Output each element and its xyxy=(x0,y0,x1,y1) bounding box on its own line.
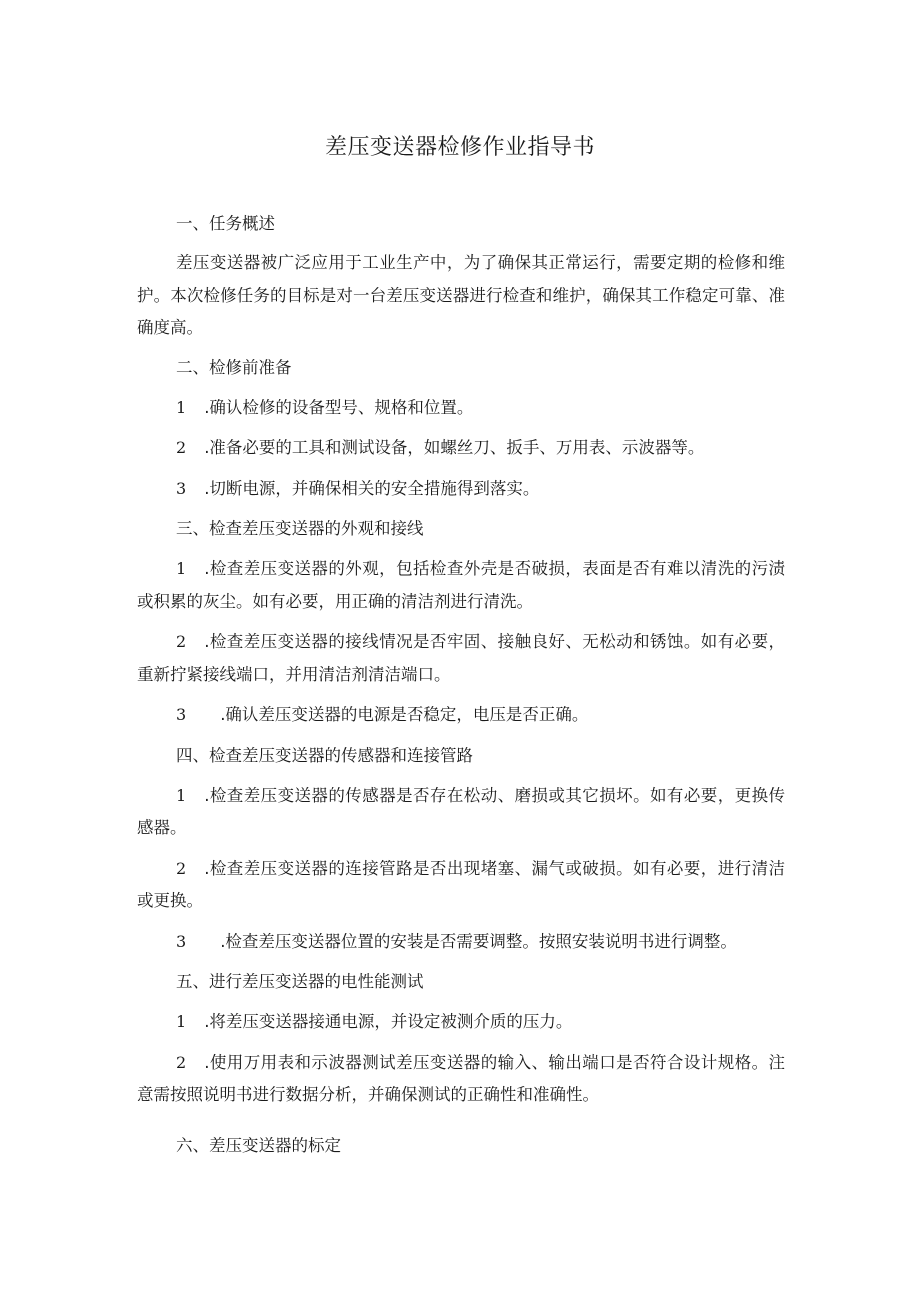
list-item xyxy=(137,699,785,732)
item-text: .检查差压变送器的接线情况是否牢固、接触良好、无松动和锈蚀。如有必要，重新拧紧接线端口，并用清洁剂清洁端口。 xyxy=(137,632,785,684)
list-item xyxy=(137,473,785,506)
item-text: .检查差压变送器的外观，包括检查外壳是否破损，表面是否有难以清洗的污渍或积累的灰尘。如有必要，用正确的清洁剂进行清洗。 xyxy=(137,559,785,611)
list-item xyxy=(137,853,785,918)
item-number: 3 xyxy=(176,931,187,951)
section-heading: 二、检修前准备 xyxy=(176,357,292,377)
list-item xyxy=(137,392,785,425)
list-item xyxy=(137,553,785,618)
item-text: .确认差压变送器的电源是否稳定，电压是否正确。 xyxy=(220,705,589,724)
item-number: 2 xyxy=(176,858,187,878)
item-text: .检查差压变送器的连接管路是否出现堵塞、漏气或破损。如有必要，进行清洁或更换。 xyxy=(137,858,785,910)
list-item xyxy=(137,1047,785,1112)
section-heading: 五、进行差压变送器的电性能测试 xyxy=(176,972,424,991)
item-number: 1 xyxy=(176,1012,187,1031)
item-number: 1 xyxy=(176,785,187,805)
list-item xyxy=(137,780,785,845)
item-number: 3 xyxy=(176,478,187,498)
item-number: 1 xyxy=(176,559,187,578)
section-heading: 三、检查差压变送器的外观和接线 xyxy=(176,519,424,538)
list-item xyxy=(137,626,785,691)
list-item xyxy=(137,1006,785,1039)
section-heading: 一、任务概述 xyxy=(176,214,275,233)
list-item xyxy=(137,432,785,465)
item-text: .切断电源，并确保相关的安全措施得到落实。 xyxy=(204,478,540,498)
item-text: .准备必要的工具和测试设备，如螺丝刀、扳手、万用表、示波器等。 xyxy=(204,438,705,457)
item-text: .检查差压变送器位置的安装是否需要调整。按照安装说明书进行调整。 xyxy=(220,931,737,951)
item-text: .确认检修的设备型号、规格和位置。 xyxy=(204,397,474,417)
item-number: 1 xyxy=(176,397,187,417)
item-text: .使用万用表和示波器测试差压变送器的输入、输出端口是否符合设计规格。注意需按照说明书进行数据分析，并确保测试的正确性和准确性。 xyxy=(137,1052,785,1104)
paragraph: 差压变送器被广泛应用于工业生产中，为了确保其正常运行，需要定期的检修和维护。本次检修任务的目标是对一台差压变送器进行检查和维护，确保其工作稳定可靠、准确度高。 xyxy=(137,253,785,337)
item-number: 2 xyxy=(176,632,187,651)
section-heading: 六、差压变送器的标定 xyxy=(176,1135,341,1155)
list-item xyxy=(137,926,785,959)
document-body xyxy=(137,208,785,1162)
document-title: 差压变送器检修作业指导书 xyxy=(324,135,595,160)
item-text: .将差压变送器接通电源，并设定被测介质的压力。 xyxy=(204,1012,573,1031)
section-heading: 四、检查差压变送器的传感器和连接管路 xyxy=(176,745,473,765)
item-number: 2 xyxy=(176,438,187,457)
item-text: .检查差压变送器的传感器是否存在松动、磨损或其它损坏。如有必要，更换传感器。 xyxy=(137,785,785,837)
item-number: 2 xyxy=(176,1052,187,1072)
item-number: 3 xyxy=(176,705,187,724)
